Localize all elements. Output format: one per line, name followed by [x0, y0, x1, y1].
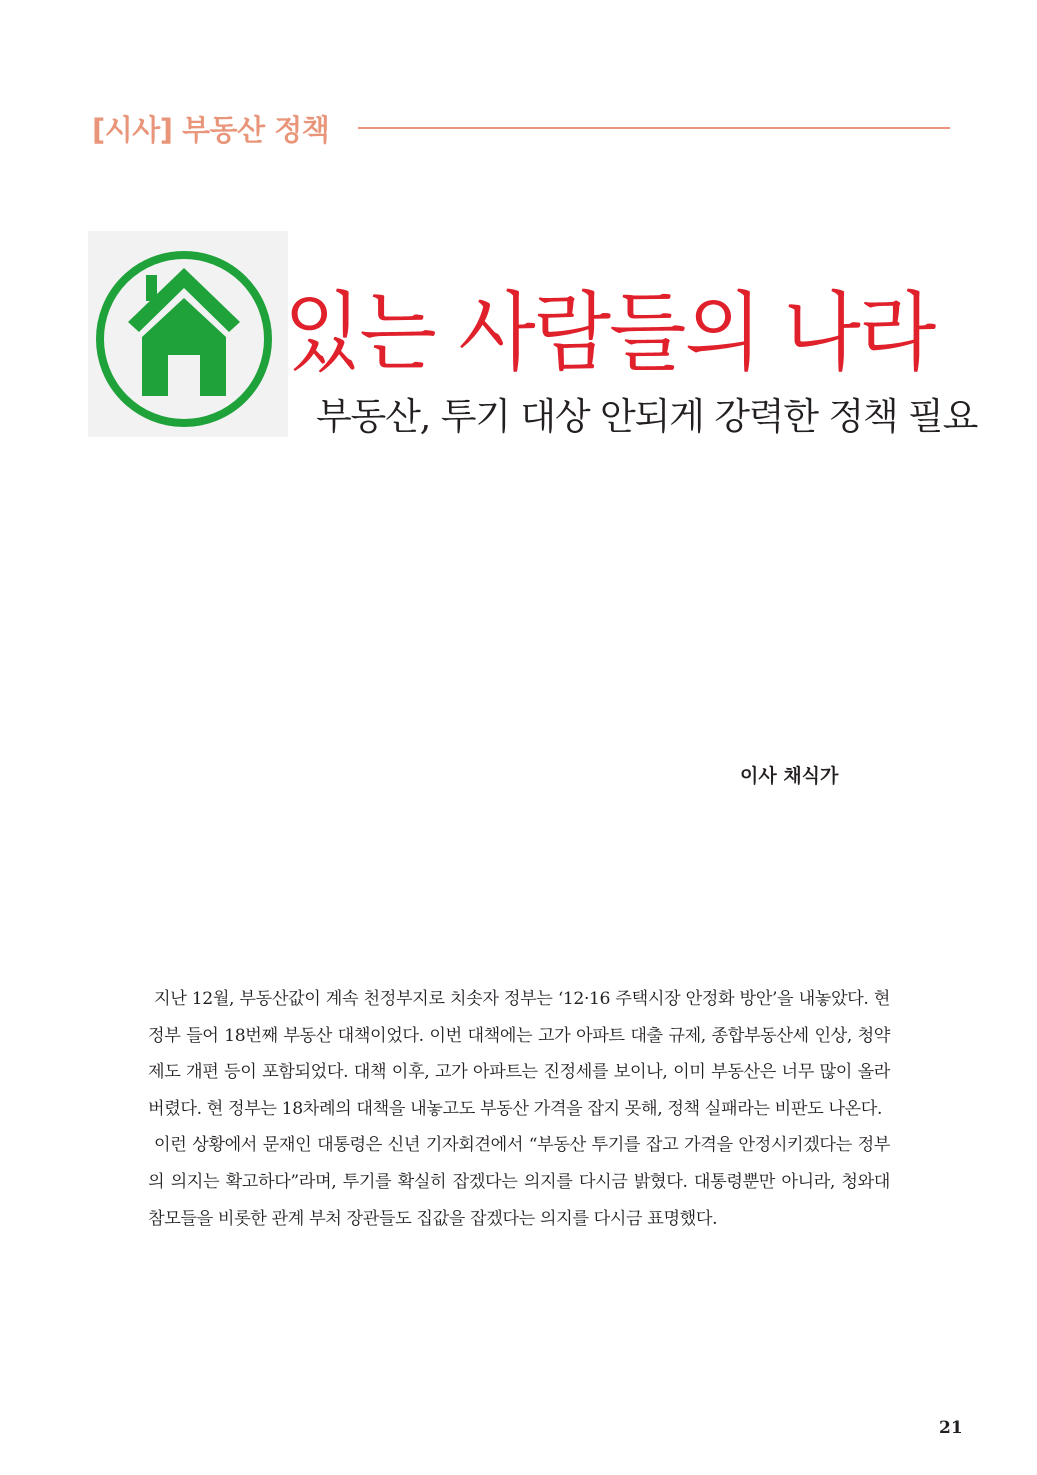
- article-body: [148, 981, 890, 1237]
- article-paragraph: 지난 12월, 부동산값이 계속 천정부지로 치솟자 정부는 ‘12·16 주택시장 안정화 방안’을 내놓았다. 현 정부 들어 18번째 부동산 대책이었다. 이번 대책에는 고가 아파트 대출 규제, 종합부동산세 인상, 청약 제도 개편 등이 포함되었다. 대책 이후, 고가 아파트는 진정세를 보이나, 이미 부동산은 너무 많이 올라 버렸다. 현 정부는 18차례의 대책을 내놓고도 부동산 가격을 잡지 못해, 정책 실패라는 비판도 나온다.: [148, 989, 890, 1119]
- subheadline: 부동산, 투기 대상 안되게 강력한 정책 필요: [316, 395, 978, 438]
- headline: 있는 사람들의 나라: [284, 283, 935, 383]
- house-icon: [88, 231, 288, 437]
- header-divider: [358, 127, 950, 129]
- article-paragraph: 이런 상황에서 문재인 대통령은 신년 기자회견에서 “부동산 투기를 잡고 가격을 안정시키겠다는 정부의 의지는 확고하다”라며, 투기를 확실히 잡겠다는 의지를 다시금 밝혔다. 대통령뿐만 아니라, 청와대 참모들을 비롯한 관계 부처 장관들도 집값을 잡겠다는 의지를 다시금 표명했다.: [148, 1135, 890, 1229]
- author-byline: 이사 채식가: [740, 765, 839, 787]
- section-tag: [시사] 부동산 정책: [92, 113, 330, 147]
- page-number: 21: [939, 1418, 963, 1438]
